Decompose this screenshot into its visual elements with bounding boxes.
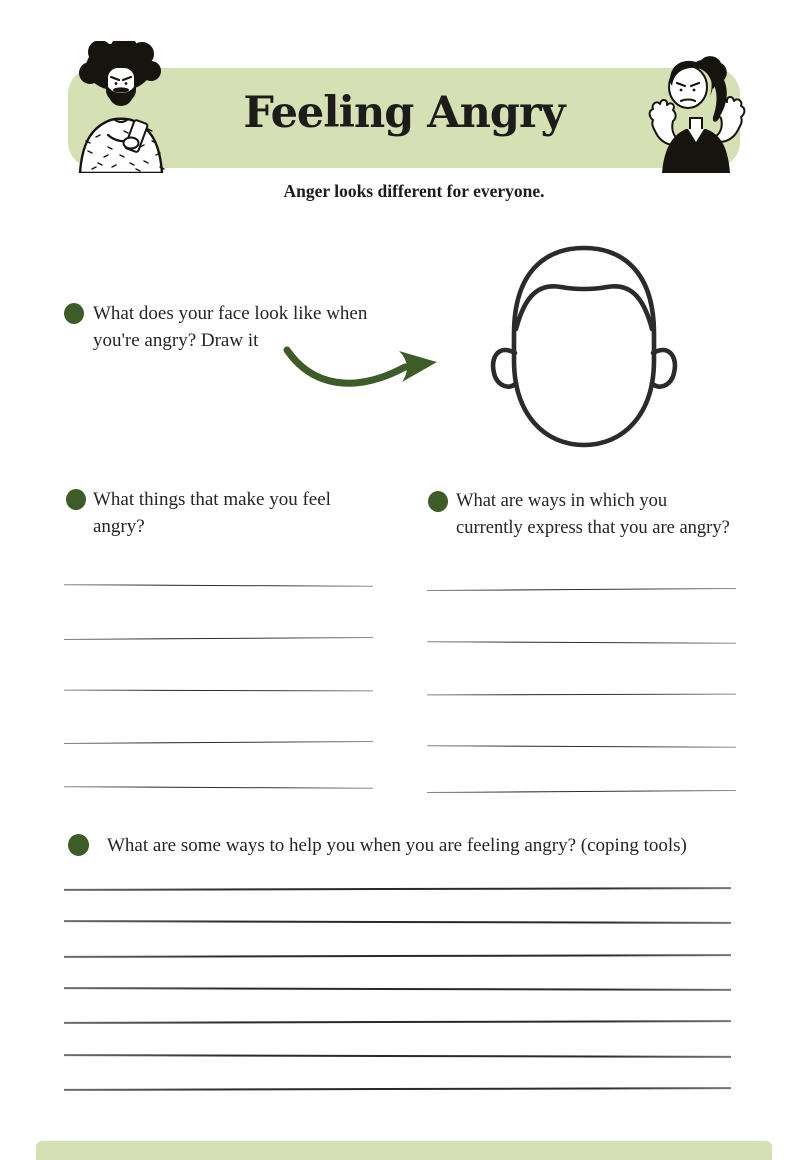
bullet-icon (66, 489, 86, 510)
answer-line[interactable] (64, 1020, 731, 1023)
answer-line[interactable] (64, 920, 731, 923)
triggers-question (93, 486, 373, 540)
answer-line[interactable] (427, 641, 736, 644)
bullet-icon (64, 303, 84, 324)
coping-question-line: What are some ways to help you when you are feeling angry? (coping tools) (107, 835, 687, 856)
answer-line[interactable] (64, 690, 373, 692)
answer-line[interactable] (64, 786, 373, 789)
triggers-question-line: What things that make you feel (93, 489, 331, 510)
blank-face-outline[interactable] (480, 232, 688, 460)
bullet-icon (428, 491, 448, 512)
expression-question (456, 488, 756, 542)
curved-arrow-icon (283, 345, 441, 395)
expression-question-line: What are ways in which you (456, 491, 668, 511)
bullet-icon (68, 834, 89, 856)
coping-question (107, 832, 767, 859)
answer-line[interactable] (64, 741, 373, 744)
page-title: Feeling Angry (243, 88, 565, 138)
footer-accent-bar (36, 1141, 772, 1160)
answer-line[interactable] (427, 588, 736, 591)
answer-line[interactable] (64, 637, 373, 640)
expression-question-line: currently express that you are angry? (456, 518, 730, 538)
answer-line[interactable] (64, 584, 373, 587)
answer-line[interactable] (64, 987, 731, 990)
triggers-question-line: angry? (93, 516, 145, 537)
answer-line[interactable] (64, 887, 731, 890)
answer-line[interactable] (427, 790, 736, 793)
answer-line[interactable] (427, 745, 736, 748)
face-question-line: you're angry? Draw it (93, 330, 259, 351)
answer-line[interactable] (64, 954, 731, 957)
answer-line[interactable] (64, 1054, 731, 1057)
subtitle: Anger looks different for everyone. (283, 181, 545, 201)
answer-line[interactable] (64, 1087, 731, 1090)
face-question-line: What does your face look like when (93, 303, 368, 324)
answer-line[interactable] (427, 694, 736, 696)
